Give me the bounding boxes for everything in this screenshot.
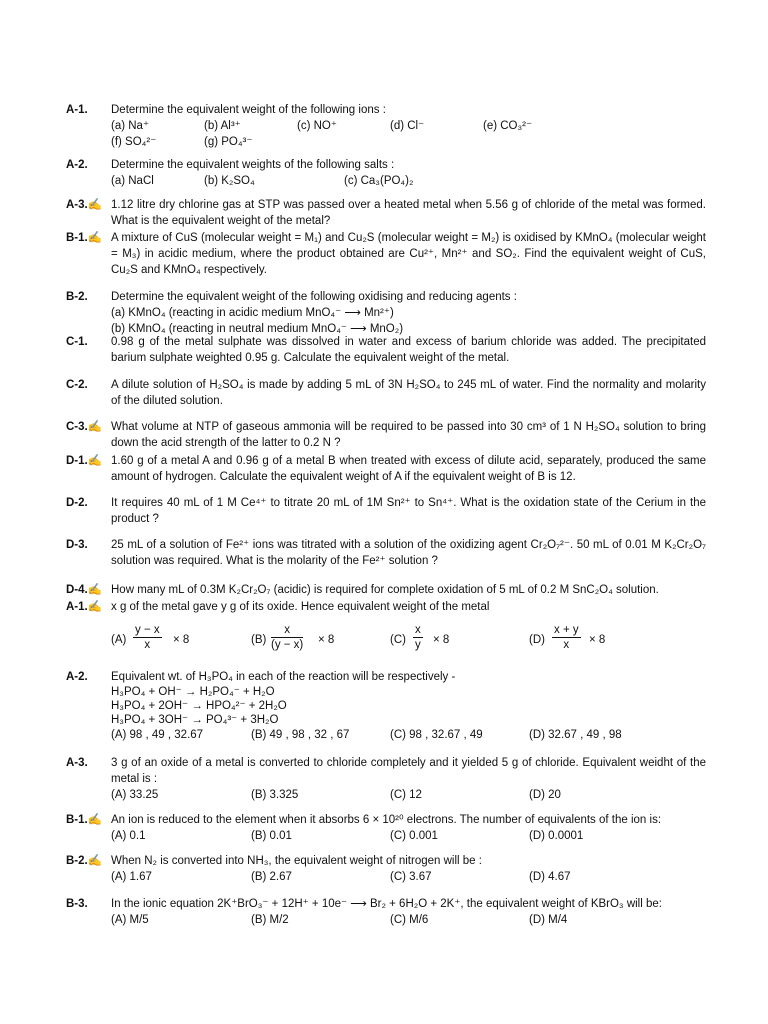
question-mcq-a3 [66, 755, 706, 803]
options-row [111, 118, 706, 134]
question-c3 [66, 419, 706, 451]
question-text: Determine the equivalent weight of the following ions : [111, 104, 386, 116]
fraction [552, 623, 581, 652]
option: (B) 49 , 98 , 32 , 67 [251, 729, 350, 741]
option-letter: (B) [251, 634, 267, 646]
question-label: A-1.✍ [66, 601, 103, 613]
multiplier: × 8 [589, 634, 606, 646]
options-row [111, 828, 706, 844]
equation: H₃PO₄ + 3OH⁻ → PO₄³⁻ + 3H₂O [111, 714, 279, 726]
option: (C) 98 , 32.67 , 49 [390, 729, 483, 741]
option: (C) M/6 [390, 914, 429, 926]
question-label: B-1.✍ [66, 232, 103, 244]
question-text: Equivalent wt. of H₃PO₄ in each of the reaction will be respectively - [111, 671, 456, 683]
question-text: It requires 40 mL of 1 M Ce⁴⁺ to titrate 20 mL of 1M Sn²⁺ to Sn⁴⁺. What is the oxidation state of the Cerium in the product ? [111, 497, 706, 525]
option: (A) 98 , 49 , 32.67 [111, 729, 204, 741]
question-text: 0.98 g of the metal sulphate was dissolved in water and excess of barium chloride was added. The precipitated barium sulphate weighted 0.95 g. Calculate the equivalent weight of the metal. [111, 336, 706, 364]
question-text: Determine the equivalent weight of the following oxidising and reducing agents : [111, 291, 517, 303]
multiplier: × 8 [318, 634, 335, 646]
question-text: A mixture of CuS (molecular weight = M₁) and Cu₂S (molecular weight = M₂) is oxidised by KMnO₄ (molecular weight = M₃) in acidic medium, where the product obtained are Cu²⁺, Mn²⁺ and SO₂. Find the equivalent weight of CuS, Cu₂S and KMnO₄ respectively. [111, 232, 706, 276]
question-label: D-4.✍ [66, 584, 103, 596]
denominator: x [563, 639, 570, 651]
question-text: An ion is reduced to the element when it absorbs 6 × 10²⁰ electrons. The number of equivalents of the ion is: [111, 814, 662, 826]
question-label: B-2.✍ [66, 855, 103, 867]
question-d1 [66, 453, 706, 485]
question-text: 1.60 g of a metal A and 0.96 g of a metal B when treated with excess of dilute acid, separately, produced the same amount of hydrogen. Calculate the equivalent weight of A if the equivalent weight of B is 12. [111, 455, 706, 483]
question-label: B-3. [66, 898, 88, 910]
option: (D) 4.67 [529, 871, 571, 883]
question-mcq-a1 [66, 599, 706, 657]
question-label: D-2. [66, 497, 88, 509]
question-label: D-3. [66, 539, 88, 551]
option: (b) K₂SO₄ [204, 175, 255, 187]
question-mcq-b2 [66, 853, 706, 885]
options-row [111, 173, 706, 189]
options-row [111, 787, 706, 803]
option: (A) M/5 [111, 914, 149, 926]
option: (D) M/4 [529, 914, 568, 926]
fraction [413, 623, 423, 652]
question-text: A dilute solution of H₂SO₄ is made by adding 5 mL of 3N H₂SO₄ to 245 mL of water. Find the normality and molarity of the diluted solution. [111, 379, 706, 407]
question-text: 1.12 litre dry chlorine gas at STP was passed over a heated metal when 5.56 g of chloride of the metal was formed. What is the equivalent weight of the metal? [111, 199, 706, 227]
numerator: y − x [135, 624, 160, 636]
fraction [271, 623, 303, 652]
options-row [111, 912, 706, 928]
question-text: 3 g of an oxide of a metal is converted to chloride completely and it yielded 5 g of chloride. Equivalent weidht of the metal is : [111, 757, 706, 785]
question-label: A-3.✍ [66, 199, 103, 211]
question-subline: (b) KMnO₄ (reacting in neutral medium MnO₄⁻ ⟶ MnO₂) [111, 323, 404, 335]
option: (D) 0.0001 [529, 830, 584, 842]
question-text: x g of the metal gave y g of its oxide. Hence equivalent weight of the metal [111, 601, 490, 613]
denominator: y [415, 639, 421, 651]
denominator: x [144, 639, 151, 651]
option-letter: (D) [529, 634, 545, 646]
question-label: A-3. [66, 757, 88, 769]
option: (C) 0.001 [390, 830, 438, 842]
question-mcq-b3 [66, 896, 706, 928]
question-text: In the ionic equation 2K⁺BrO₃⁻ + 12H⁺ + 10e⁻ ⟶ Br₂ + 6H₂O + 2K⁺, the equivalent weight of KBrO₃ will be: [111, 898, 662, 910]
question-text: How many mL of 0.3M K₂Cr₂O₇ (acidic) is required for complete oxidation of 5 mL of 0.2 M SnC₂O₄ solution. [111, 584, 659, 596]
question-text: Determine the equivalent weights of the following salts : [111, 159, 395, 171]
option: (B) 0.01 [251, 830, 292, 842]
options-row [111, 134, 706, 150]
multiplier: × 8 [173, 634, 190, 646]
question-b2 [66, 289, 706, 337]
option: (f) SO₄²⁻ [111, 136, 157, 148]
option: (A) 0.1 [111, 830, 146, 842]
option: (a) NaCl [111, 175, 154, 187]
question-label: C-2. [66, 379, 88, 391]
question-text: 25 mL of a solution of Fe²⁺ ions was titrated with a solution of the oxidizing agent Cr₂O₇²⁻. 50 mL of 0.01 M K₂Cr₂O₇ solution was required. What is the molarity of the Fe²⁺ solution ? [111, 539, 706, 567]
question-label: D-1.✍ [66, 455, 103, 467]
numerator: x + y [554, 624, 579, 636]
question-a3 [66, 197, 706, 229]
question-label: C-1. [66, 336, 88, 348]
question-c1 [66, 334, 706, 366]
question-d3 [66, 537, 706, 569]
option: (C) 3.67 [390, 871, 432, 883]
question-mcq-a2 [66, 669, 706, 743]
question-d4 [66, 582, 706, 598]
question-b1 [66, 230, 706, 278]
question-mcq-b1 [66, 812, 706, 844]
option: (B) 2.67 [251, 871, 292, 883]
option: (C) 12 [390, 789, 422, 801]
option: (e) CO₃²⁻ [483, 120, 533, 132]
option: (c) NO⁺ [297, 120, 337, 132]
option: (A) 1.67 [111, 871, 152, 883]
question-subline: (a) KMnO₄ (reacting in acidic medium MnO₄⁻ ⟶ Mn²⁺) [111, 307, 394, 319]
question-label: A-2. [66, 159, 88, 171]
option: (B) M/2 [251, 914, 289, 926]
question-a1 [66, 102, 706, 150]
question-label: B-2. [66, 291, 88, 303]
options-row [111, 727, 706, 743]
option: (d) Cl⁻ [390, 120, 425, 132]
numerator: x [415, 624, 421, 636]
multiplier: × 8 [433, 634, 450, 646]
option: (a) Na⁺ [111, 120, 150, 132]
option-letter: (C) [390, 634, 406, 646]
denominator: (y − x) [271, 639, 304, 651]
question-text: What volume at NTP of gaseous ammonia will be required to be passed into 30 cm³ of 1 N H₂SO₄ solution to bring down the acid strength of the latter to 0.2 N ? [111, 421, 706, 449]
equation: H₃PO₄ + OH⁻ → H₂PO₄⁻ + H₂O [111, 686, 275, 698]
question-d2 [66, 495, 706, 527]
options-row [111, 623, 706, 657]
option: (B) 3.325 [251, 789, 299, 801]
question-c2 [66, 377, 706, 409]
option: (c) Ca₃(PO₄)₂ [344, 175, 414, 187]
question-label: A-1. [66, 104, 88, 116]
equation: H₃PO₄ + 2OH⁻ → HPO₄²⁻ + 2H₂O [111, 700, 287, 712]
question-a2 [66, 157, 706, 189]
option: (b) Al³⁺ [204, 120, 241, 132]
option: (D) 32.67 , 49 , 98 [529, 729, 622, 741]
question-label: B-1.✍ [66, 814, 103, 826]
option-letter: (A) [111, 634, 127, 646]
question-label: A-2. [66, 671, 88, 683]
question-text: When N₂ is converted into NH₃, the equivalent weight of nitrogen will be : [111, 855, 482, 867]
option: (g) PO₄³⁻ [204, 136, 253, 148]
option: (D) 20 [529, 789, 561, 801]
numerator: x [271, 623, 303, 638]
fraction [133, 623, 162, 652]
option: (A) 33.25 [111, 789, 159, 801]
question-label: C-3.✍ [66, 421, 103, 433]
options-row [111, 869, 706, 885]
